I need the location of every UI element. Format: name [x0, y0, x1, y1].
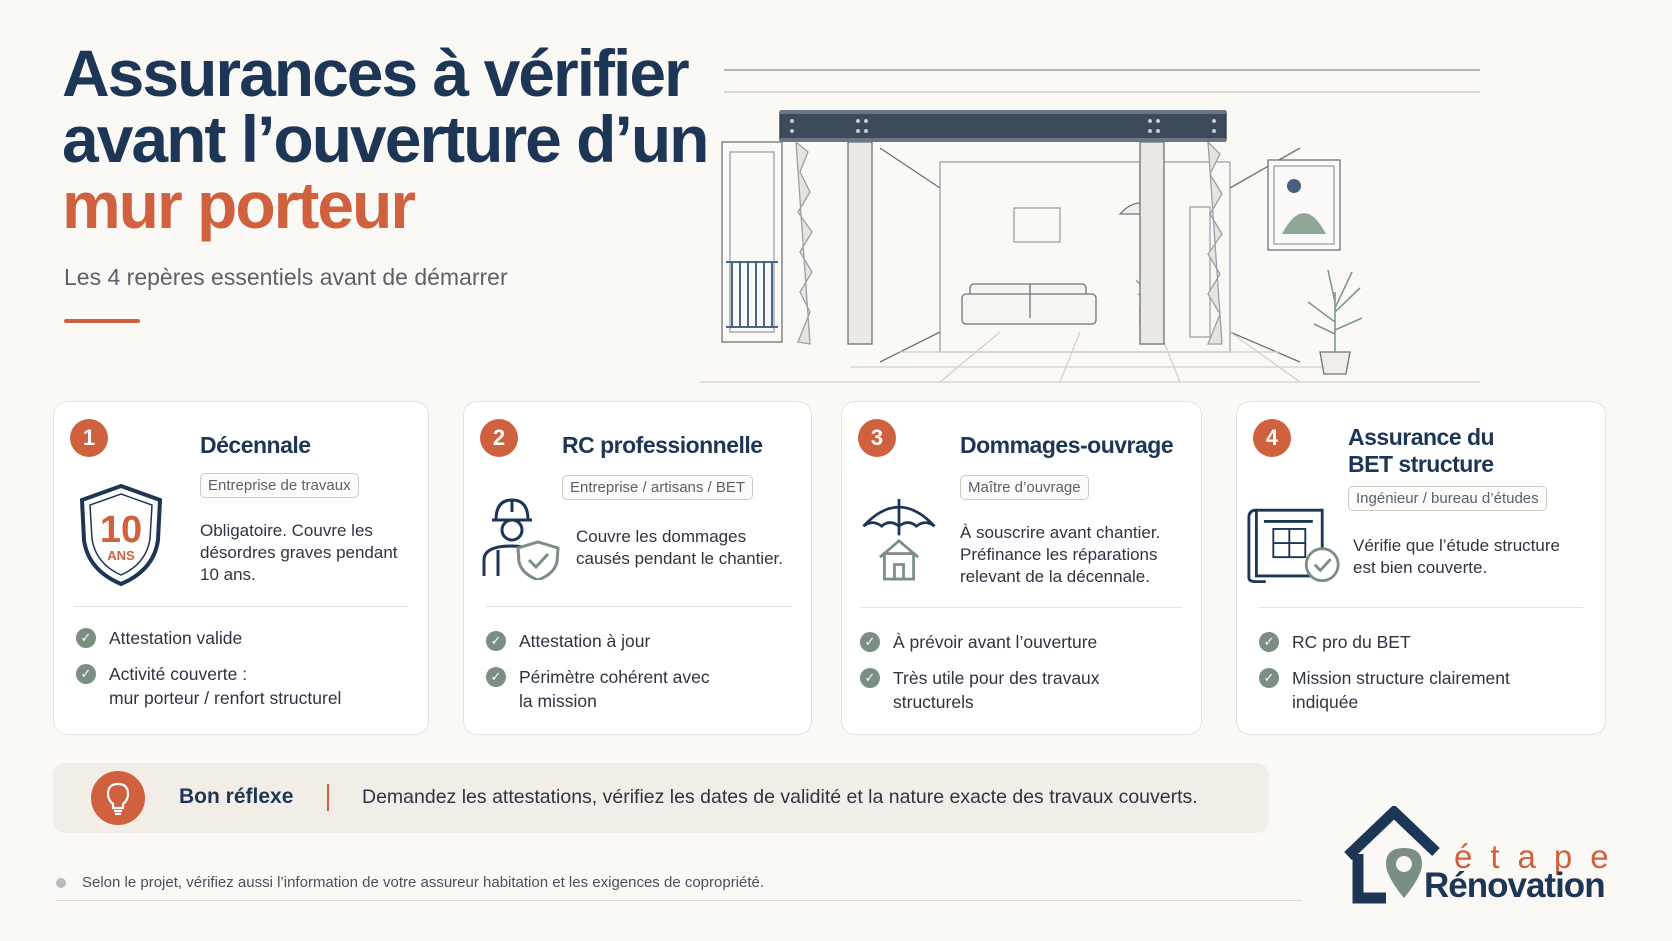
- card-title-line: Assurance du: [1348, 424, 1495, 450]
- check-icon: ✓: [76, 628, 96, 648]
- title-underline: [64, 319, 140, 323]
- card-divider: [74, 606, 408, 607]
- card-title: [1348, 424, 1494, 478]
- title-line-1: Assurances à vérifier: [62, 36, 688, 110]
- logo-etape-renovation: [1342, 806, 1627, 906]
- check-text: Activité couverte :: [109, 664, 248, 684]
- footnote-text: Selon le projet, vérifiez aussi l’information de votre assureur habitation et les exigences de copropriété.: [82, 874, 765, 891]
- check-icon: ✓: [860, 668, 880, 688]
- blueprint-check-icon: [1247, 504, 1341, 584]
- tip-divider: [327, 784, 329, 811]
- desc-line: Vérifie que l’étude structure: [1353, 536, 1560, 555]
- card-number: 2: [480, 419, 518, 457]
- card-number: 4: [1253, 419, 1291, 457]
- check-item: [860, 630, 1097, 654]
- desc-line: causés pendant le chantier.: [576, 549, 783, 568]
- check-icon: ✓: [486, 631, 506, 651]
- card-tag: Ingénieur / bureau d’études: [1348, 486, 1547, 511]
- lightbulb-icon: [91, 771, 145, 825]
- desc-line: Préfinance les réparations: [960, 545, 1158, 564]
- check-text: la mission: [519, 691, 597, 711]
- card-description: [1353, 535, 1560, 579]
- card-title: Dommages-ouvrage: [960, 432, 1174, 458]
- logo-text-top: étape: [1454, 838, 1627, 875]
- card-title: RC professionnelle: [562, 432, 763, 458]
- card-decennale: [53, 401, 429, 735]
- check-text: À prévoir avant l’ouverture: [893, 632, 1098, 652]
- check-icon: ✓: [1259, 668, 1279, 688]
- desc-line: relevant de la décennale.: [960, 567, 1150, 586]
- card-tag: Entreprise / artisans / BET: [562, 475, 753, 500]
- card-divider: [1259, 607, 1583, 608]
- bullet-icon: [56, 878, 66, 888]
- card-number: 1: [70, 419, 108, 457]
- page-title: [62, 36, 742, 242]
- tip-banner: [53, 763, 1269, 833]
- check-text: Très utile pour des travaux: [893, 668, 1100, 688]
- check-item: [1259, 630, 1411, 654]
- desc-line: Obligatoire. Couvre les: [200, 521, 373, 540]
- umbrella-house-icon: [858, 492, 940, 586]
- desc-line: est bien couverte.: [1353, 558, 1488, 577]
- desc-line: Couvre les dommages: [576, 527, 747, 546]
- check-item: [486, 665, 710, 713]
- desc-line: 10 ans.: [200, 565, 256, 584]
- card-tag: Maître d’ouvrage: [960, 475, 1089, 500]
- badge-unit: ANS: [107, 548, 135, 563]
- check-text: Périmètre cohérent avec: [519, 667, 710, 687]
- card-description: [576, 526, 783, 570]
- card-dommages-ouvrage: [841, 401, 1202, 735]
- check-icon: ✓: [486, 667, 506, 687]
- check-item: [860, 666, 1100, 714]
- badge-number: 10: [99, 509, 143, 551]
- title-accent: mur porteur: [62, 168, 415, 242]
- footer-divider: [56, 900, 1302, 901]
- logo-text-bottom: Rénovation: [1424, 866, 1605, 905]
- worker-shield-icon: [474, 490, 564, 580]
- check-text: RC pro du BET: [1292, 632, 1411, 652]
- check-text: indiquée: [1292, 692, 1359, 712]
- card-description: [960, 522, 1160, 588]
- check-text: mur porteur / renfort structurel: [109, 688, 342, 708]
- check-text: Mission structure clairement: [1292, 668, 1510, 688]
- check-text: Attestation à jour: [519, 631, 651, 651]
- card-assurance-bet: [1236, 401, 1606, 735]
- check-item: [1259, 666, 1510, 714]
- check-item: [486, 629, 650, 653]
- check-item: [76, 662, 341, 710]
- card-description: [200, 520, 398, 586]
- page-subtitle: Les 4 repères essentiels avant de démarrer: [64, 264, 508, 290]
- shield-10-years-icon: [76, 482, 166, 588]
- title-line-2: avant l’ouverture d’un: [62, 102, 708, 176]
- tip-text: Demandez les attestations, vérifiez les dates de validité et la nature exacte des travaux couverts.: [362, 786, 1198, 808]
- card-title: Décennale: [200, 432, 311, 458]
- card-title-line: BET structure: [1348, 451, 1494, 477]
- check-text: Attestation valide: [109, 628, 243, 648]
- check-item: [76, 626, 242, 650]
- card-divider: [860, 607, 1182, 608]
- check-icon: ✓: [1259, 632, 1279, 652]
- room-opening-illustration: [700, 62, 1490, 392]
- desc-line: désordres graves pendant: [200, 543, 398, 562]
- card-divider: [486, 606, 792, 607]
- tip-label: Bon réflexe: [179, 785, 294, 808]
- check-icon: ✓: [860, 632, 880, 652]
- card-number: 3: [858, 419, 896, 457]
- card-tag: Entreprise de travaux: [200, 473, 359, 498]
- check-icon: ✓: [76, 664, 96, 684]
- desc-line: À souscrire avant chantier.: [960, 523, 1161, 542]
- check-text: structurels: [893, 692, 974, 712]
- card-rc-professionnelle: [463, 401, 812, 735]
- footnote: [56, 874, 764, 891]
